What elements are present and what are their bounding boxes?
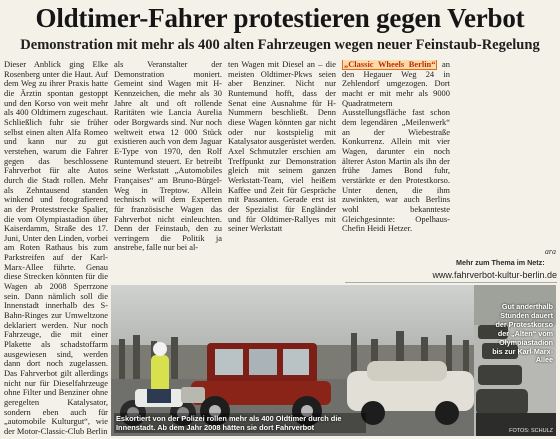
side-photo bbox=[474, 285, 556, 436]
side-photo-caption: Gut anderthalb Stunden dauert der Protestkorso der „Alten“ vom Olympiastadion bis zur Karl-Marx-Allee bbox=[492, 302, 553, 365]
column-text: als Veranstalter der Demonstration moniert. Gemeint sind Wagen mit H-Kennzeichen, die mehr als 30 Jahre alt und oft rollende Raritäten wie Lancia Aurelia oder Borgwards sind. Nur noch weltweit etwa 12 000 Stück existieren auch von dem Jaguar E-Type von 1970, den Rolf Runtemund steuert. Er betreibt seine Werkstatt „Automobiles Françaises“ am Bruno-Bürgel-Weg in Treptow. Allein technisch will dem Experten für französische Wagen das Fahrverbot nicht einleuchten. Denn der Feinstaub, den zu verringern die Politik ja anstrebe, falle nur bei al- bbox=[114, 60, 222, 253]
photo-credit: FOTOS: SCHULZ bbox=[509, 428, 553, 434]
author-signature: ara bbox=[544, 247, 556, 256]
more-info-url[interactable]: www.fahrverbot-kultur-berlin.de bbox=[345, 270, 557, 283]
article-column-1 bbox=[4, 60, 108, 436]
headline: Oldtimer-Fahrer protestieren gegen Verbot bbox=[35, 3, 525, 33]
article-column-3 bbox=[228, 60, 336, 318]
more-info-label: Mehr zum Thema im Netz: bbox=[456, 258, 545, 267]
highlighted-workshop-name: „Classic Wheels Berlin“ bbox=[344, 60, 436, 69]
main-photo bbox=[111, 285, 474, 436]
column-text-continued: an den Hegauer Weg 24 in Zehlendorf umgezogen. Dort macht er mit mehr als 9000 Quadratmetern Ausstellungsfläche fast schon dem legendären „Meilenwerk“ an der Wiebestraße Konkurrenz. Allein mit vier Wagen, darunter ein noch älterer Aston Martin als ihn der frühe James Bond fuhr, verstärkte er den Protestkorso. Unter denen, die ihm zuwinkten, war auch Berlins wohl bekannteste Gleichgesinnte: Opelhaus-Chefin Heidi Hetzer. bbox=[342, 60, 450, 234]
subheadline: Demonstration mit mehr als 400 alten Fahrzeugen wegen neuer Feinstaub-Regelung bbox=[20, 37, 540, 53]
column-text bbox=[342, 60, 450, 234]
article-column-4 bbox=[342, 60, 450, 260]
article-column-2 bbox=[114, 60, 222, 318]
column-text: Dieser Anblick ging Elke Rosenberg unter die Haut. Auf dem Weg zu ihrer Praxis hatte die Ärztin spontan gestoppt und den Korso von weit mehr als 400 Oldtimern zugeschaut. Schließlich fuhr sie früher selbst einen alten Alfa Romeo und kann nur zu gut verstehen, warum die Fahrer gegen das beschlossene Fahrverbot für alte Autos durch die Stadt rollen. Mehr als Zehntausend standen winkend und fotografierend an der Proteststrecke Spalier, die vom Olympiastadion über Kaiserdamm, Straße des 17. Juni, Unter den Linden, vorbei am Roten Rathaus bis zum Parkstreifen auf der Karl-Marx-Allee führte. Genau diese Strecken könnten für die Wagen ab 2008 Sperrzone sein. Dann nämlich soll die Innenstadt innerhalb des S-Bahn-Ringes zur Umweltzone deklariert werden. Nur noch Fahrzeuge, die mit einer Plakette als schadstoffarm ausgewiesen sind, werden dann dort noch zugelassen. Das Fahrverbot gilt allerdings nicht nur für Dieselfahrzeuge ohne Filter und Benziner ohne geregelten Katalysator, sondern eben auch für „automobile Kulturgut“, wie der Motor-Classic-Club Berlin bbox=[4, 60, 108, 436]
column-text: ten Wagen mit Diesel an – die meisten Oldtimer-Pkws seien aber Benziner. Nicht nur Runtemund hofft, dass der Senat eine Ausnahme für H-Nummern beschließt. Denn diese Wagen könnten gar nicht oder nur kostspielig mit Katalysator ausgerüstet werden. Axel Schmutzler erschien am Treffpunkt zur Demonstration gleich mit seinem ganzen Werkstatt-Team, viel heißem Kaffee und Zeit für Gespräche mit Passanten. Gerade erst ist der Spezialist für Engländer und für Oldtimer-Rallyes mit seiner Werkstatt bbox=[228, 60, 336, 234]
main-photo-caption: Eskortiert von der Polizei rollen mehr als 400 Oldtimer durch die Innenstadt. Ab dem Jahr 2008 hätten sie dort Fahrverbot bbox=[114, 413, 366, 433]
